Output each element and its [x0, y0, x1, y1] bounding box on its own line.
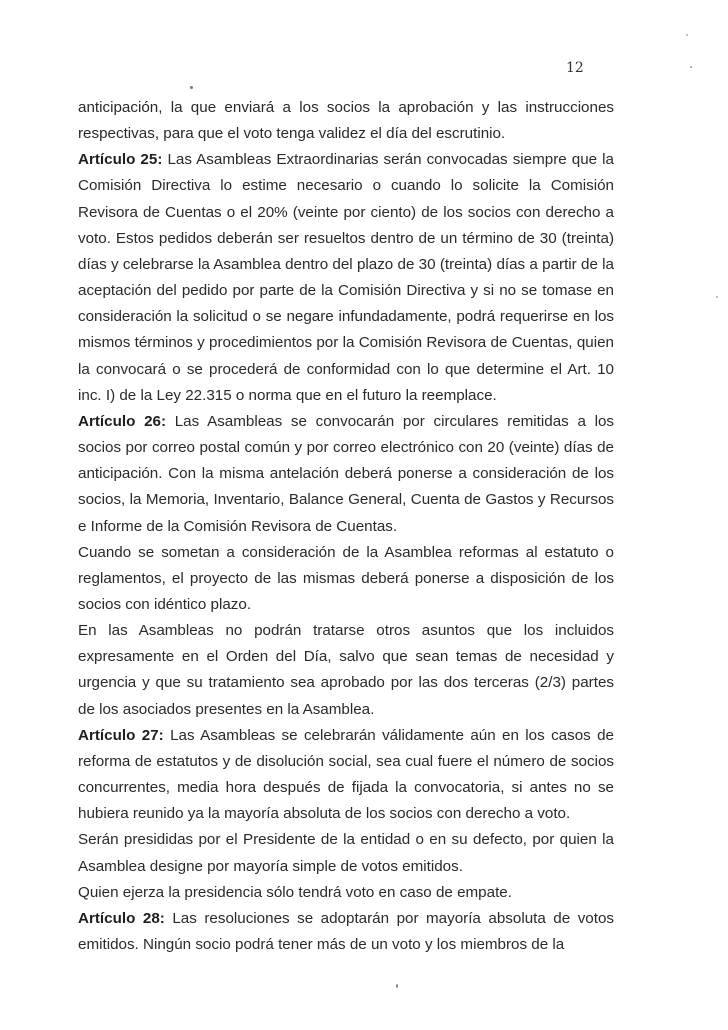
paragraph-text: anticipación, la que enviará a los socios la aprobación y las instrucciones respectivas, para que el voto tenga validez el día del escrutinio. [78, 99, 614, 143]
article-25-text: Las Asambleas Extraordinarias serán convocadas siempre que la Comisión Directiva lo estime necesario o cuando lo solicite la Comisión Revisora de Cuentas o el 20% (veinte por ciento) de los socios con derecho a voto. Estos pedidos deberán ser resueltos dentro de un término de 30 (treinta) días y celebrarse la Asamblea dentro del plazo de 30 (treinta) días a partir de la aceptación del pedido por parte de la Comisión Directiva y si no se tomase en consideración la solicitud o se negare infundadamente, podrá requerirse en los mismos términos y procedimientos por la Comisión Revisora de Cuentas, quien la convocará o se procederá de conformidad con lo que determine el Art. 10 inc. I) de la Ley 22.315 o norma que en el futuro la reemplace. [78, 151, 614, 404]
article-25-title: Artículo 25: [78, 151, 163, 169]
paragraph-text: Serán presididas por el Presidente de la entidad o en su defecto, por quien la Asamblea designe por mayoría simple de votos emitidos. [78, 831, 614, 875]
paragraph-text: Quien ejerza la presidencia sólo tendrá voto en caso de empate. [78, 883, 512, 901]
document-body [78, 95, 614, 958]
scan-speck [716, 296, 718, 298]
paragraph [78, 827, 614, 879]
article-28-text: Las resoluciones se adoptarán por mayoría absoluta de votos emitidos. Ningún socio podrá tener más de un voto y los miembros de la [78, 909, 615, 953]
page-number: 12 [566, 60, 584, 76]
article-25-paragraph [78, 147, 614, 409]
article-27-text: Las Asambleas se celebrarán válidamente aún en los casos de reforma de estatutos y de disolución social, sea cual fuere el número de socios concurrentes, media hora después de fijada la convocatoria, si antes no se hubiera reunido ya la mayoría absoluta de los socios con derecho a voto. [78, 726, 614, 823]
article-26-title: Artículo 26: [78, 412, 167, 430]
scan-speck [396, 984, 398, 988]
article-28-title: Artículo 28: [78, 909, 165, 927]
paragraph-text: En las Asambleas no podrán tratarse otros asuntos que los incluidos expresamente en el Orden del Día, salvo que sean temas de necesidad y urgencia y que su tratamiento sea aprobado por las dos terceras (2/3) partes de los asociados presentes en la Asamblea. [78, 622, 614, 718]
article-28-paragraph [78, 906, 614, 958]
paragraph [78, 540, 614, 618]
paragraph [78, 880, 614, 906]
scan-speck [686, 34, 688, 36]
paragraph [78, 618, 614, 723]
paragraph [78, 95, 614, 147]
article-27-paragraph [78, 723, 614, 828]
article-27-title: Artículo 27: [78, 726, 164, 744]
article-26-text: Las Asambleas se convocarán por circulares remitidas a los socios por correo postal común y por correo electrónico con 20 (veinte) días de anticipación. Con la misma antelación deberá ponerse a consideración de los socios, la Memoria, Inventario, Balance General, Cuenta de Gastos y Recursos e Informe de la Comisión Revisora de Cuentas. [78, 412, 615, 535]
paragraph-text: Cuando se sometan a consideración de la Asamblea reformas al estatuto o reglamentos, el proyecto de las mismas deberá ponerse a disposición de los socios con idéntico plazo. [78, 543, 614, 613]
article-26-paragraph [78, 409, 614, 540]
scan-speck [690, 66, 692, 68]
scan-speck [190, 86, 193, 89]
